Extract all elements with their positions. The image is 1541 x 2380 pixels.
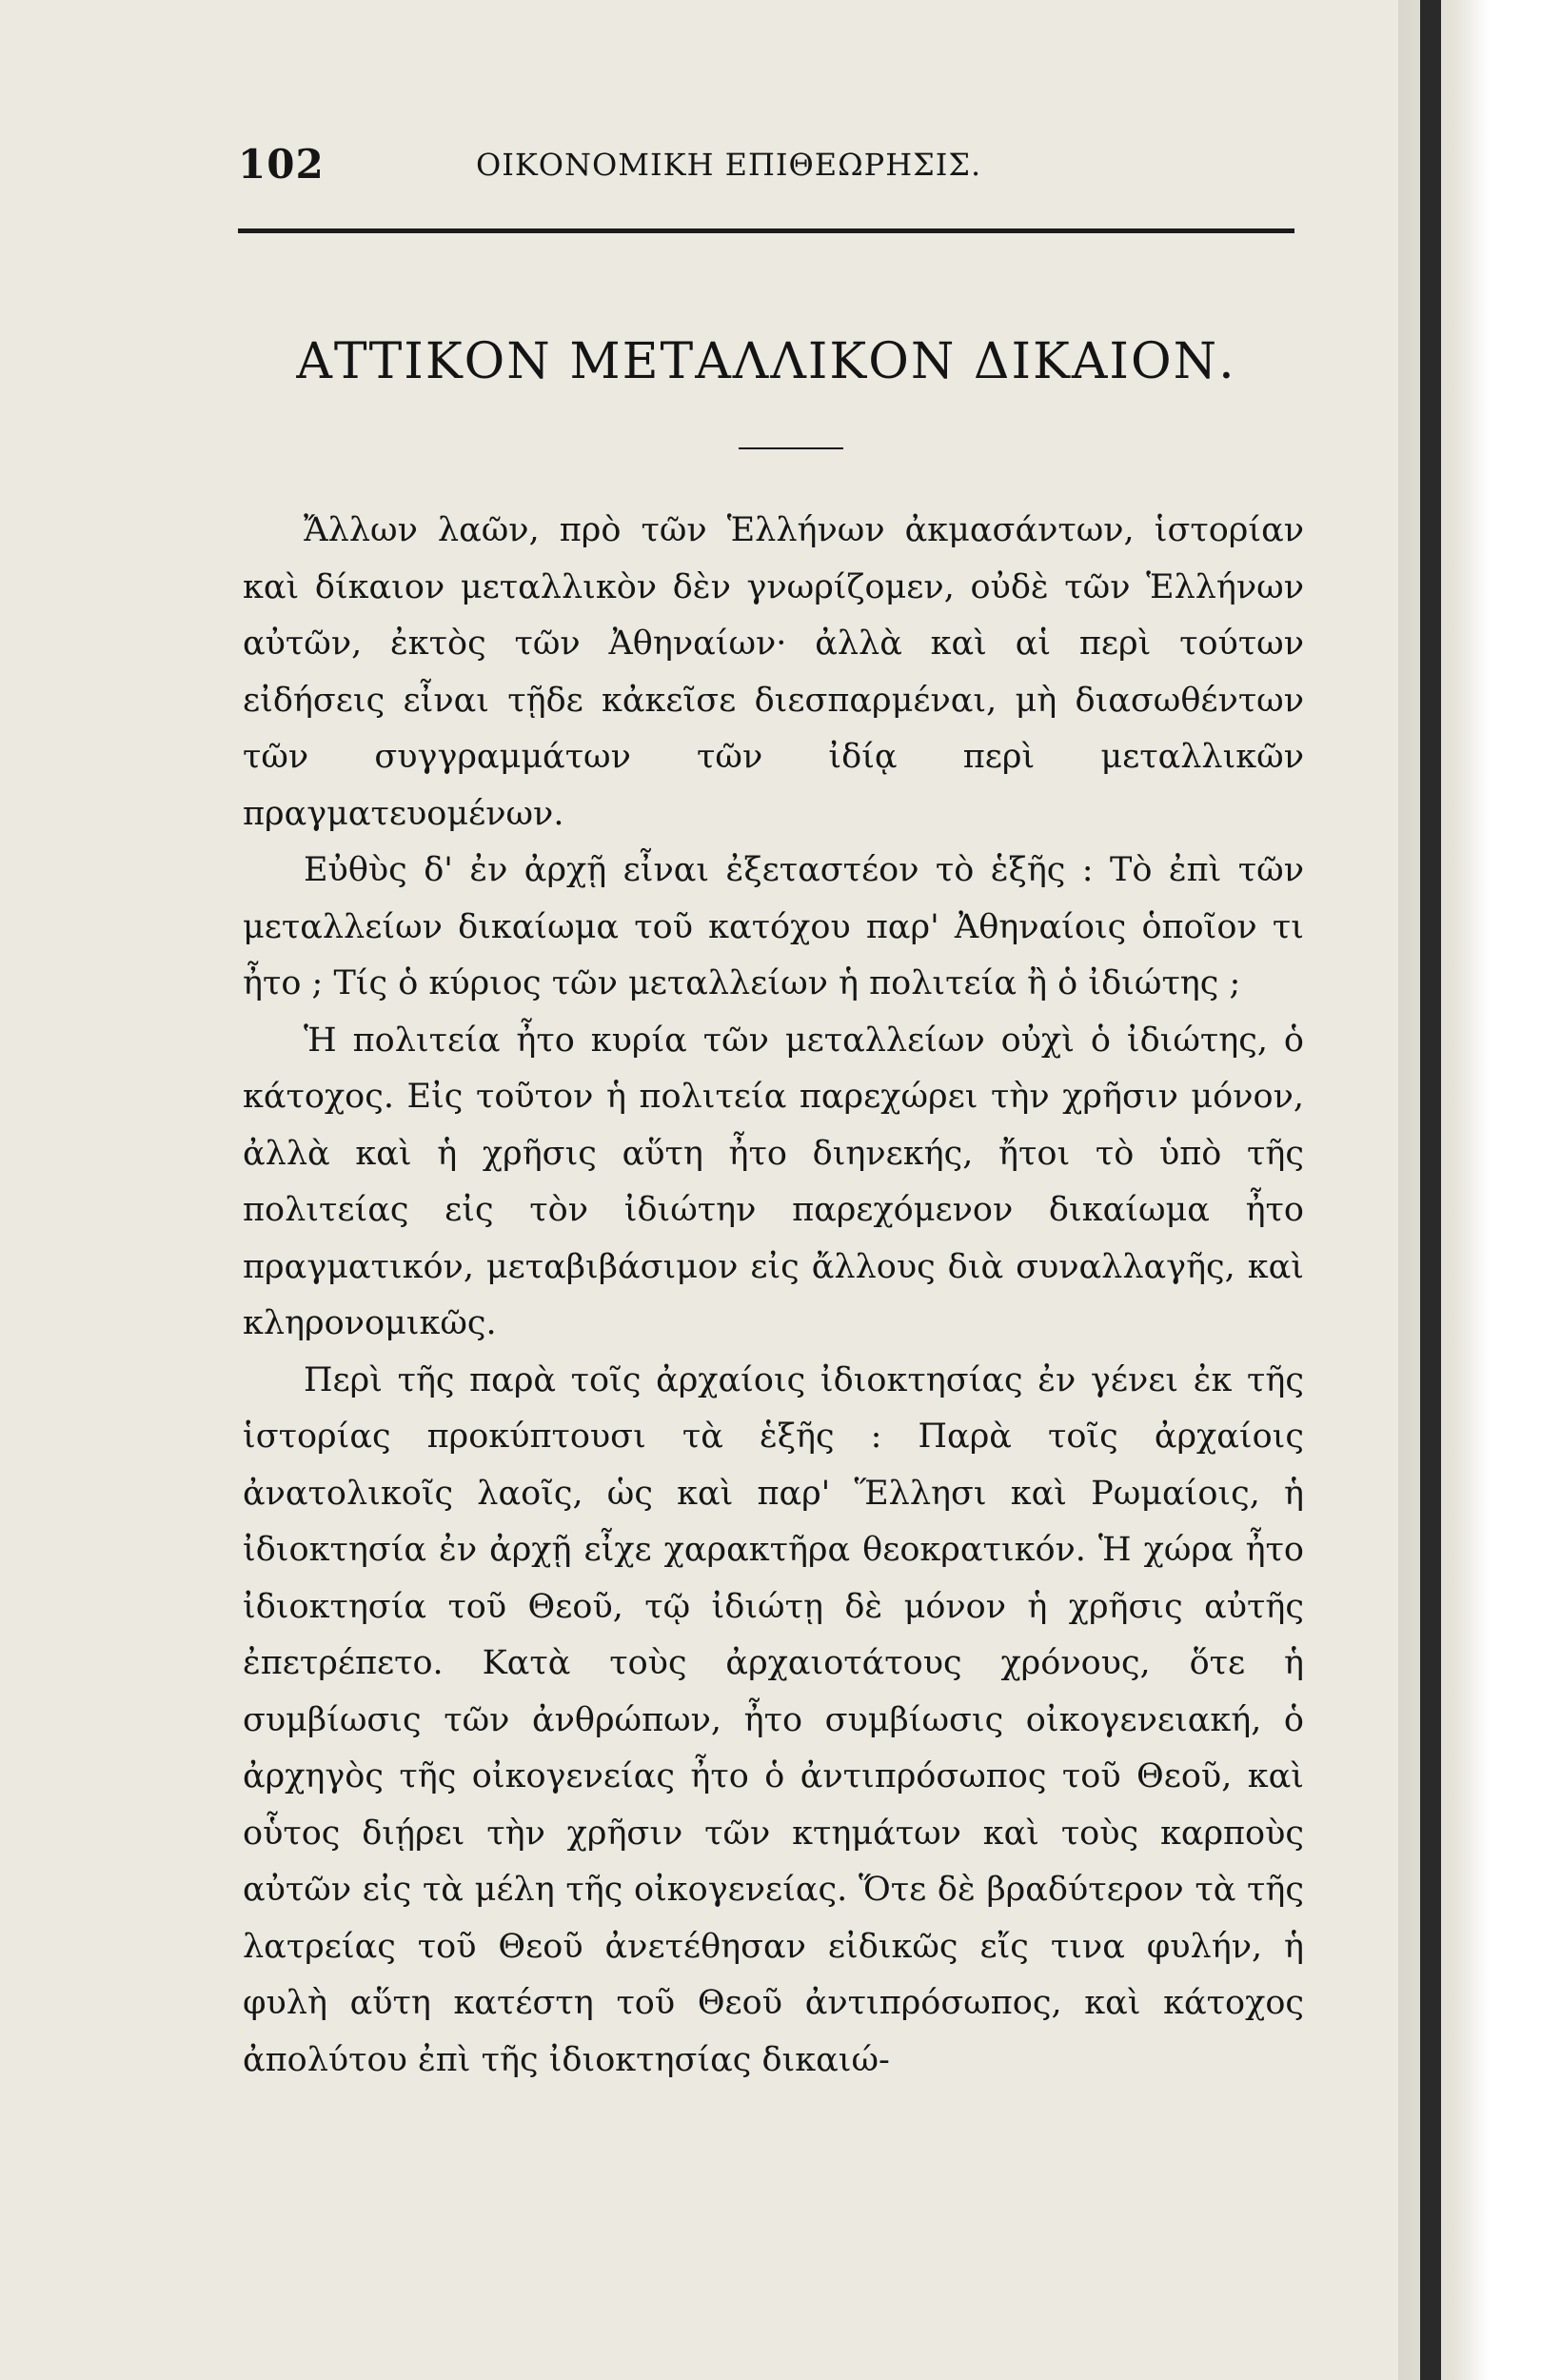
paragraph-2: Εὐθὺς δ' ἐν ἀρχῇ εἶναι ἐξεταστέον τὸ ἑξῆς : Τὸ ἐπὶ τῶν μεταλλείων δικαίωμα τοῦ κατόχου παρ' Ἀθηναίοις ὁποῖον τι ἦτο ; Τίς ὁ κύριος τῶν μεταλλείων ἡ πολιτεία ἢ ὁ ἰδιώτης ; <box>243 851 1304 1002</box>
header-rule <box>238 228 1294 233</box>
paragraph-1: Ἄλλων λαῶν, πρὸ τῶν Ἑλλήνων ἀκμασάντων, ἱστορίαν καὶ δίκαιον μεταλλικὸν δὲν γνωρίζομεν, οὐδὲ τῶν Ἑλλήνων αὐτῶν, ἐκτὸς τῶν Ἀθηναίων· ἀλλὰ καὶ αἱ περὶ τούτων εἰδήσεις εἶναι τῇδε κἀκεῖσε διεσπαρμέναι, μὴ διασωθέντων τῶν συγγραμμάτων τῶν ἰδίᾳ περὶ μεταλλικῶν πραγματευομένων. <box>243 511 1304 833</box>
article-body <box>243 503 1304 2089</box>
title-rule <box>739 447 843 449</box>
page-header <box>238 141 1294 188</box>
binding-shadow <box>1420 0 1441 2380</box>
paragraph-3: Ἡ πολιτεία ἦτο κυρία τῶν μεταλλείων οὐχὶ ὁ ἰδιώτης, ὁ κάτοχος. Εἰς τοῦτον ἡ πολιτεία παρεχώρει τὴν χρῆσιν μόνον, ἀλλὰ καὶ ἡ χρῆσις αὕτη ἦτο διηνεκής, ἤτοι τὸ ὑπὸ τῆς πολιτείας εἰς τὸν ἰδιώτην παρεχόμενον δικαίωμα ἦτο πραγματικόν, μεταβιβάσιμον εἰς ἄλλους διὰ συναλλαγῆς, καὶ κληρονομικῶς. <box>243 1021 1304 1342</box>
article-title: ΑΤΤΙΚΟΝ ΜΕΤΑΛΛΙΚΟΝ ΔΙΚΑΙΟΝ. <box>296 333 1236 390</box>
paragraph-4: Περὶ τῆς παρὰ τοῖς ἀρχαίοις ἰδιοκτησίας ἐν γένει ἐκ τῆς ἱστορίας προκύπτουσι τὰ ἑξῆς : Παρὰ τοῖς ἀρχαίοις ἀνατολικοῖς λαοῖς, ὡς καὶ παρ' Ἕλλησι καὶ Ρωμαίοις, ἡ ἰδιοκτησία ἐν ἀρχῇ εἶχε χαρακτῆρα θεοκρατικόν. Ἡ χώρα ἦτο ἰδιοκτησία τοῦ Θεοῦ, τῷ ἰδιώτῃ δὲ μόνον ἡ χρῆσις αὐτῆς ἐπετρέπετο. Κατὰ τοὺς ἀρχαιοτάτους χρόνους, ὅτε ἡ συμβίωσις τῶν ἀνθρώπων, ἦτο συμβίωσις οἰκογενειακή, ὁ ἀρχηγὸς τῆς οἰκογενείας ἦτο ὁ ἀντιπρόσωπος τοῦ Θεοῦ, καὶ οὗτος διῄρει τὴν χρῆσιν τῶν κτημάτων καὶ τοὺς καρποὺς αὐτῶν εἰς τὰ μέλη τῆς οἰκογενείας. Ὅτε δὲ βραδύτερον τὰ τῆς λατρείας τοῦ Θεοῦ ἀνετέθησαν εἰδικῶς εἴς τινα φυλήν, ἡ φυλὴ αὕτη κατέστη τοῦ Θεοῦ ἀντιπρόσωπος, καὶ κάτοχος ἀπολύτου ἐπὶ τῆς ἰδιοκτησίας δικαιώ- <box>243 1360 1304 2079</box>
page-number: 102 <box>238 141 325 188</box>
running-head: ΟΙΚΟΝΟΜΙΚΗ ΕΠΙΘΕΩΡΗΣΙΣ. <box>476 147 982 183</box>
